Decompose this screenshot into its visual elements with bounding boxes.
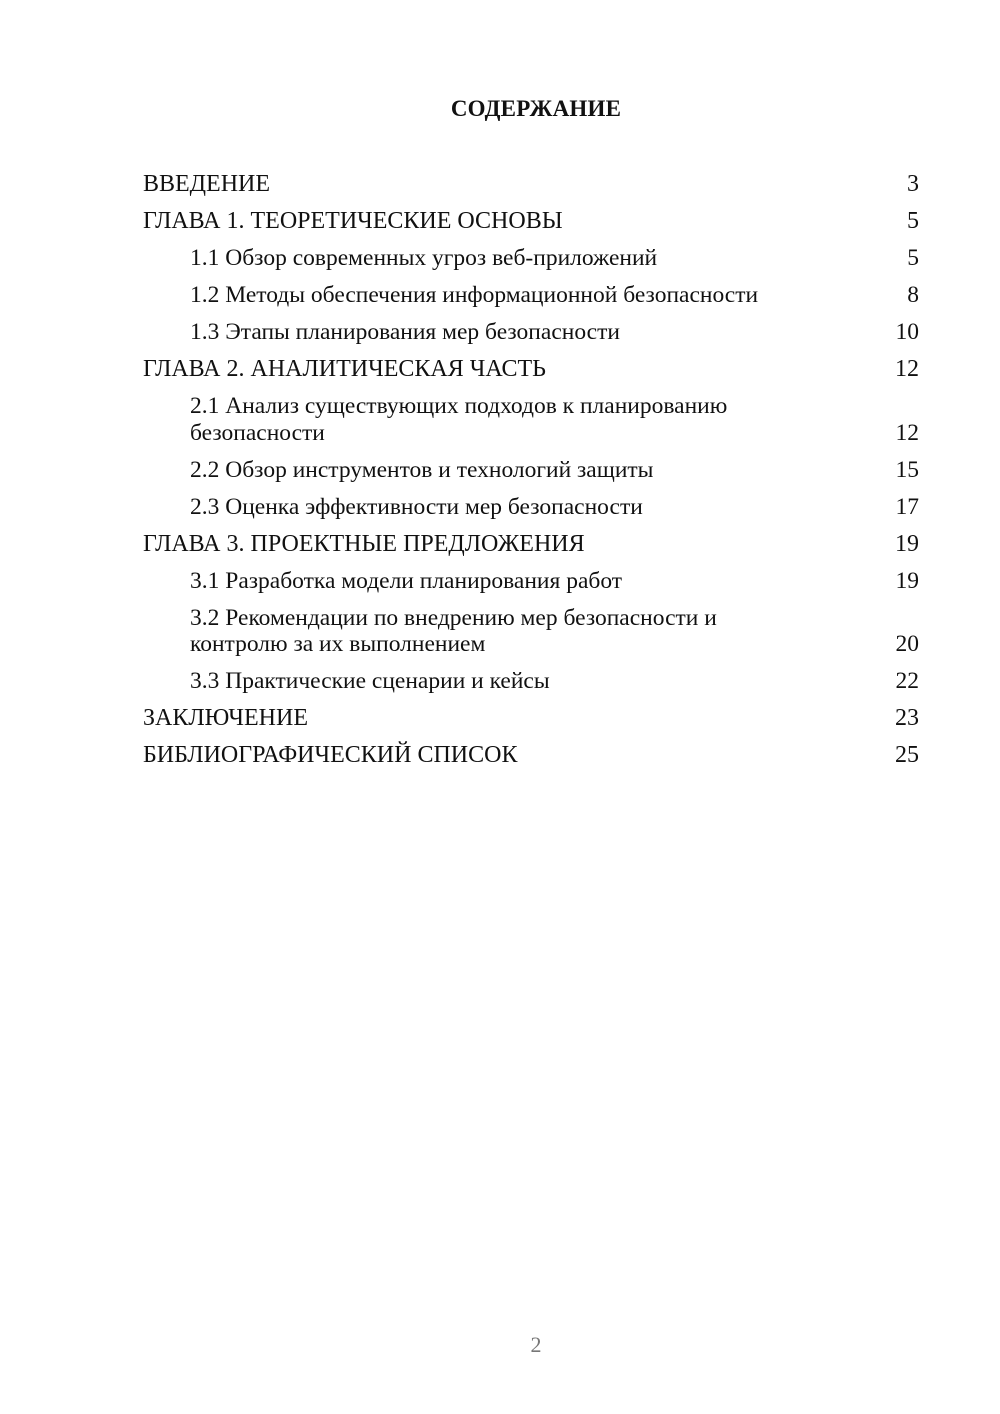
toc-entry-page-number: 3 — [907, 171, 919, 198]
toc-entry-section-1-3[interactable] — [143, 314, 919, 351]
toc-entry-page-number: 17 — [895, 493, 919, 520]
toc-entry-label: 2.3 Оценка эффективности мер безопасности — [190, 493, 643, 520]
toc-entry-section-3-2[interactable] — [143, 600, 919, 664]
toc-entry-label: 1.2 Методы обеспечения информационной безопасности — [190, 282, 759, 309]
toc-entry-label: ГЛАВА 2. АНАЛИТИЧЕСКАЯ ЧАСТЬ — [143, 356, 546, 383]
toc-entry-section-3-1[interactable] — [143, 563, 919, 600]
toc-entry-label: 3.1 Разработка модели планирования работ — [190, 567, 623, 594]
toc-entry-label: БИБЛИОГРАФИЧЕСКИЙ СПИСОК — [143, 742, 518, 769]
toc-entry-page-number: 22 — [895, 668, 919, 695]
toc-entry-page-number: 12 — [895, 419, 919, 446]
toc-entry-label: 3.3 Практические сценарии и кейсы — [190, 668, 550, 695]
toc-entry-bibliography[interactable] — [143, 737, 919, 774]
toc-entry-label: ГЛАВА 3. ПРОЕКТНЫЕ ПРЕДЛОЖЕНИЯ — [143, 530, 585, 557]
toc-entry-page-number: 20 — [895, 631, 919, 658]
toc-entry-introduction[interactable] — [143, 166, 919, 203]
toc-entry-label: ГЛАВА 1. ТЕОРЕТИЧЕСКИЕ ОСНОВЫ — [143, 208, 563, 235]
toc-entry-chapter-1[interactable] — [143, 203, 919, 240]
toc-entry-section-2-3[interactable] — [143, 489, 919, 526]
toc-entry-section-2-1[interactable] — [143, 388, 919, 452]
toc-entry-section-1-2[interactable] — [143, 277, 919, 314]
toc-entry-chapter-3[interactable] — [143, 526, 919, 563]
toc-entry-page-number: 19 — [895, 530, 919, 557]
toc-entry-page-number: 5 — [907, 245, 919, 272]
toc-entry-page-number: 23 — [895, 705, 919, 732]
toc-entry-page-number: 19 — [895, 567, 919, 594]
toc-entry-label: 3.2 Рекомендации по внедрению мер безопасности и контролю за их выполнением — [190, 604, 717, 658]
toc-entry-section-3-3[interactable] — [143, 663, 919, 700]
toc-entry-section-2-2[interactable] — [143, 452, 919, 489]
toc-title: СОДЕРЖАНИЕ — [450, 96, 622, 121]
table-of-contents — [143, 166, 919, 774]
toc-entry-label: 1.3 Этапы планирования мер безопасности — [190, 319, 620, 346]
toc-entry-page-number: 25 — [895, 742, 919, 769]
toc-entry-page-number: 15 — [895, 456, 919, 483]
toc-entry-label: 2.1 Анализ существующих подходов к планированию безопасности — [190, 393, 728, 446]
toc-entry-label: 1.1 Обзор современных угроз веб-приложений — [190, 245, 658, 272]
toc-entry-page-number: 10 — [895, 319, 919, 346]
toc-entry-section-1-1[interactable] — [143, 240, 919, 277]
toc-entry-label: ЗАКЛЮЧЕНИЕ — [143, 705, 308, 732]
toc-entry-label: ВВЕДЕНИЕ — [143, 171, 271, 198]
page-number: 2 — [530, 1332, 542, 1357]
toc-entry-page-number: 5 — [907, 208, 919, 235]
toc-entry-conclusion[interactable] — [143, 700, 919, 737]
toc-entry-chapter-2[interactable] — [143, 351, 919, 388]
toc-entry-label: 2.2 Обзор инструментов и технологий защиты — [190, 456, 654, 483]
toc-entry-page-number: 12 — [895, 356, 919, 383]
toc-entry-page-number: 8 — [907, 282, 919, 309]
